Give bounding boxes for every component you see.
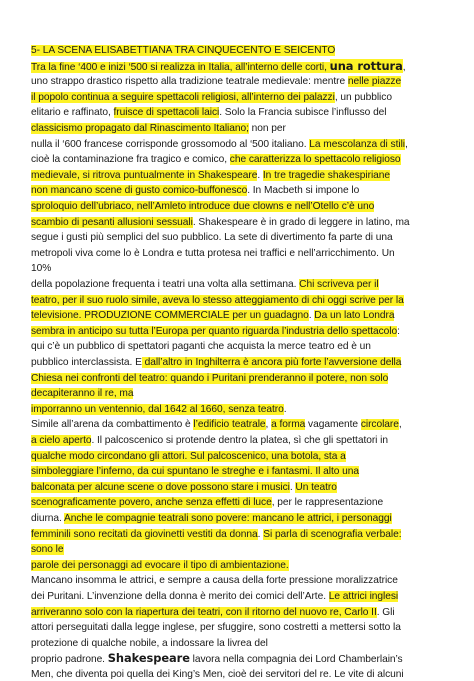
highlighted-text: La mescolanza di stili (309, 138, 405, 150)
text-segment: , (398, 419, 402, 431)
highlighted-text: a forma (271, 419, 306, 431)
text-segment: non per (248, 123, 286, 134)
text-segment: Men, che diventa poi quella dei King’s Men, cioè dei servitori del re. Le vite di alcuni (31, 669, 404, 680)
text-line (31, 512, 392, 525)
highlighted-text: balconata per alcune scene o dove possono stare i musici (31, 481, 290, 493)
highlighted-text: In tre tragedie shakespiriane (262, 169, 391, 181)
highlighted-text: a cielo aperto (31, 435, 92, 446)
text-line (31, 403, 286, 416)
highlighted-text: parole dei personaggi ad evocare il tipo di ambientazione. (31, 559, 289, 571)
highlighted-text: arriveranno solo con la riapertura dei teatri, con il ritorno del nuovo re, Carlo II (31, 606, 377, 618)
text-segment: , (405, 138, 408, 150)
text-segment: . Gli (376, 606, 395, 618)
highlighted-text: Un teatro (295, 481, 337, 493)
highlighted-text: medievale, si ritrova puntualmente in Shakespeare (31, 169, 258, 181)
text-segment: diurna. (31, 513, 65, 524)
text-line (31, 138, 408, 151)
text-segment: della popolazione frequenta i teatri una volta alla settimana. (31, 279, 300, 290)
text-line (31, 450, 346, 463)
text-line (31, 574, 398, 587)
text-segment: . Shakespeare è in grado di leggere in latino, ma (192, 216, 410, 228)
highlighted-text: imporranno un ventennio, dal 1642 al 1660, senza teatro (31, 403, 284, 415)
highlighted-text: Le attrici inglesi (328, 591, 399, 602)
highlighted-text: classicismo propagato dal Rinascimento Italiano; (31, 123, 249, 134)
text-line (31, 309, 394, 322)
text-line (31, 153, 401, 166)
text-line (31, 418, 402, 431)
text-segment: metropoli viva come lo è Londra e tutta protesa nei traffici e nell’arricchimento. Un (31, 247, 395, 259)
text-line (31, 590, 398, 603)
text-segment: 10% (31, 263, 52, 275)
highlighted-text: circolare (360, 419, 399, 431)
text-segment: . (257, 528, 264, 540)
text-line (31, 465, 359, 478)
text-segment: . Solo la Francia subisce l’influsso del (219, 107, 387, 119)
text-segment: : (397, 325, 400, 337)
text-segment: Simile all’arena da combattimento è (31, 419, 194, 431)
text-line (31, 91, 392, 104)
highlighted-text: l’edificio teatrale (193, 419, 266, 431)
text-segment: pubblico interclassista. E (31, 357, 142, 368)
text-segment: . Il palcoscenico si protende dentro la platea, sì che gli spettatori in (91, 435, 389, 446)
text-line (31, 606, 395, 619)
text-line (31, 621, 401, 634)
text-line (31, 262, 51, 275)
text-line (31, 528, 401, 541)
text-line (31, 652, 403, 666)
text-line (31, 481, 337, 494)
text-line (31, 543, 64, 556)
highlighted-text: televisione. PRODUZIONE COMMERCIALE per un guadagno (31, 310, 309, 322)
emphasized-text: una rottura (329, 58, 403, 73)
text-line (31, 559, 289, 572)
text-segment: . (308, 310, 315, 322)
text-segment: , per le rappresentazione (271, 497, 384, 509)
highlighted-text: teatro, per il suo ruolo simile, aveva lo stesso atteggiamento di chi oggi scrive per la (31, 294, 404, 306)
text-segment: uno strappo drastico rispetto alla tradizione teatrale medievale: mentre (31, 76, 348, 88)
text-line (31, 60, 406, 74)
text-line (31, 44, 335, 57)
highlighted-text: non mancano scene di gusto comico-buffonesco (31, 185, 248, 197)
text-segment: . (283, 403, 287, 415)
text-segment: . (289, 481, 296, 493)
text-line (31, 231, 393, 244)
highlighted-text: Si parla di scenografia verbale: (263, 528, 402, 540)
emphasized-text: Shakespeare (107, 651, 190, 666)
highlighted-text: Chiesa nei confronti del teatro: quando i Puritani prenderanno il potere, non solo (31, 372, 389, 384)
text-line (31, 356, 401, 369)
text-line (31, 200, 374, 213)
text-line (31, 372, 388, 385)
text-segment: . (257, 169, 263, 181)
text-segment: , (265, 419, 272, 431)
text-line (31, 496, 383, 509)
highlighted-text: che caratterizza lo spettacolo religioso (229, 154, 401, 166)
highlighted-text: decapiteranno il re, ma (31, 388, 134, 400)
text-line (31, 169, 390, 182)
text-segment: Mancano insomma le attrici, e sempre a causa della forte pressione moralizzatrice (31, 575, 398, 587)
text-line (31, 434, 388, 447)
text-line (31, 106, 387, 119)
highlighted-text: sono le (31, 544, 64, 556)
text-line (31, 340, 371, 353)
text-line (31, 278, 379, 291)
highlighted-text: scenograficamente povero, anche senza effetti di luce (31, 497, 272, 509)
text-line (31, 184, 359, 197)
text-line (31, 637, 268, 650)
highlighted-text: simboleggiare l’inferno, da cui spuntano le streghe e i fantasmi. Il alto una (31, 466, 360, 478)
text-line (31, 387, 133, 400)
text-segment: protezione di qualche nobile, a indossare la livrea del (31, 637, 268, 649)
text-segment: nulla il ‘600 francese corrisponde grossomodo al ‘500 italiano. (31, 138, 310, 150)
highlighted-text: qualche modo circondano gli attori. Sul palcoscenico, una botola, sta a (31, 450, 346, 462)
text-line (31, 325, 400, 338)
highlighted-text: Anche le compagnie teatrali sono povere: mancano le attrici, i personaggi (64, 513, 392, 524)
text-line (31, 75, 401, 88)
text-segment: cioè la contaminazione fra tragico e comico, (31, 154, 230, 166)
highlighted-text: il popolo continua a seguire spettacoli religiosi, all’interno dei palazzi (31, 91, 335, 103)
text-segment: vagamente (305, 419, 361, 431)
text-segment: segue i gusti più semplici del suo pubblico. La sete di divertimento fa parte di una (31, 232, 393, 244)
highlighted-text: Chi scriveva per il (299, 279, 379, 290)
text-line (31, 122, 286, 135)
text-segment: . In Macbeth si impone lo (247, 185, 360, 197)
highlighted-text: 5- LA SCENA ELISABETTIANA TRA CINQUECENTO E SEICENTO (31, 45, 336, 56)
highlighted-text: sembra in anticipo su tutta l’Europa per quanto riguarda l’industria dello spettacolo (31, 325, 398, 337)
text-segment: qui c’è un pubblico di spettatori paganti che acquista la merce teatro ed è un (31, 341, 371, 353)
highlighted-text: Tra la fine ‘400 e inizi ‘500 si realizza in Italia, all’interno delle corti, (31, 61, 330, 73)
highlighted-text: sproloquio dell’ubriaco, nell’Amleto introduce due clowns e nell’Otello c’è uno (31, 201, 375, 212)
highlighted-text: Da un lato Londra (314, 310, 395, 322)
text-line (31, 216, 410, 229)
text-segment: dei Puritani. L’invenzione della donna è merito dei comici dell’Arte. (31, 591, 329, 602)
text-segment: elitario e raffinato, (31, 107, 114, 119)
text-segment: , (402, 61, 406, 73)
highlighted-text: scambio di pesanti allusioni sessuali (31, 216, 193, 228)
text-segment: attori perseguitati dalla legge inglese, per sfuggire, sono costretti a mettersi sotto la (31, 622, 401, 634)
highlighted-text: fruisce di spettacoli laici (113, 107, 220, 119)
highlighted-text: femminili sono recitati da giovinetti vestiti da donna (31, 528, 258, 540)
text-segment: , un pubblico (334, 91, 392, 103)
text-line (31, 247, 395, 260)
highlighted-text: nelle piazze (347, 76, 402, 88)
highlighted-text: dall’altro in Inghilterra è ancora più forte l’avversione della (141, 357, 402, 368)
text-segment: proprio padrone. (31, 654, 108, 666)
text-segment: lavora nella compagnia dei Lord Chamberlain’s (189, 654, 403, 666)
text-line (31, 294, 404, 307)
